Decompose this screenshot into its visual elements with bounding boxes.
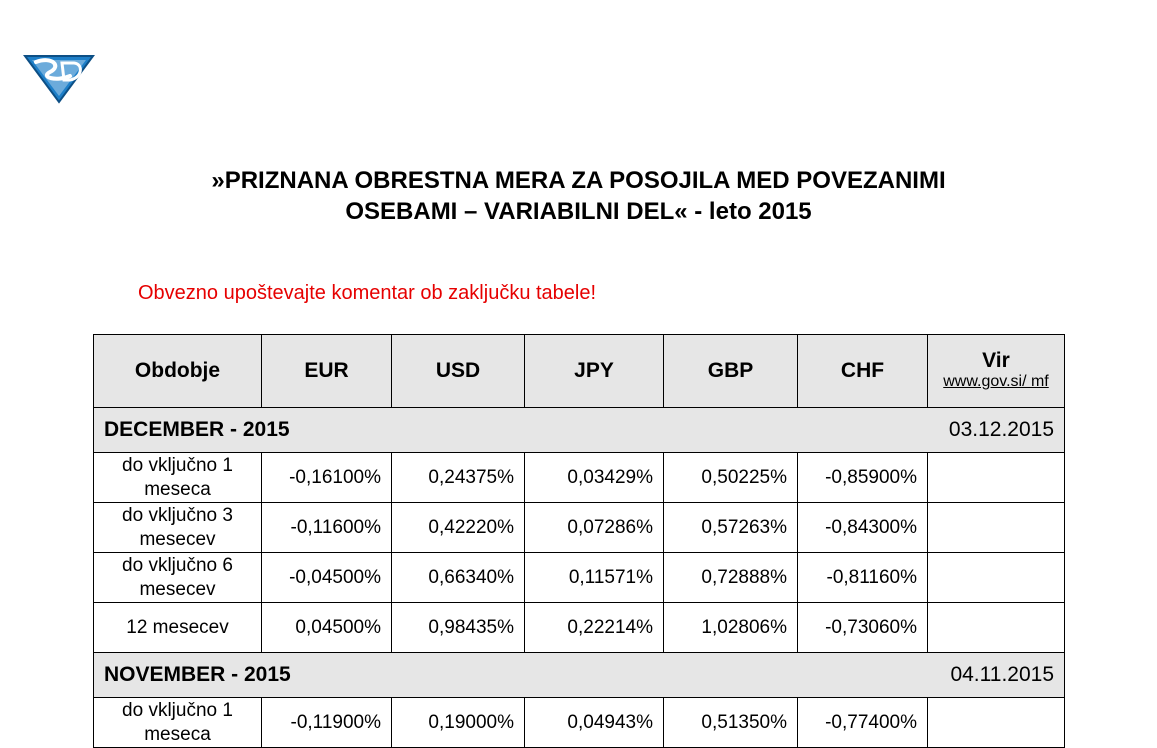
month-name: NOVEMBER - 2015 xyxy=(94,653,928,698)
notice-text: Obvezno upoštevajte komentar ob zaključku tabele! xyxy=(138,282,597,304)
gbp-cell: 0,51350% xyxy=(664,698,798,748)
source-cell xyxy=(928,553,1065,603)
header-period: Obdobje xyxy=(94,335,262,408)
source-cell xyxy=(928,503,1065,553)
header-source xyxy=(928,335,1065,408)
jpy-cell: 0,11571% xyxy=(525,553,664,603)
table-row xyxy=(94,603,1065,653)
usd-cell: 0,42220% xyxy=(392,503,525,553)
eur-cell: 0,04500% xyxy=(262,603,392,653)
company-logo xyxy=(22,48,96,104)
usd-cell: 0,66340% xyxy=(392,553,525,603)
chf-cell: -0,73060% xyxy=(798,603,928,653)
usd-cell: 0,19000% xyxy=(392,698,525,748)
page-title xyxy=(0,165,1157,227)
source-cell xyxy=(928,698,1065,748)
month-date: 04.11.2015 xyxy=(928,653,1065,698)
jpy-cell: 0,03429% xyxy=(525,453,664,503)
period-cell: do vključno 1 meseca xyxy=(94,453,262,503)
eur-cell: -0,04500% xyxy=(262,553,392,603)
eur-cell: -0,11900% xyxy=(262,698,392,748)
gbp-cell: 0,50225% xyxy=(664,453,798,503)
month-row-december xyxy=(94,408,1065,453)
eur-cell: -0,11600% xyxy=(262,503,392,553)
table-row xyxy=(94,503,1065,553)
header-jpy: JPY xyxy=(525,335,664,408)
header-chf: CHF xyxy=(798,335,928,408)
gbp-cell: 0,72888% xyxy=(664,553,798,603)
gbp-cell: 0,57263% xyxy=(664,503,798,553)
eur-cell: -0,16100% xyxy=(262,453,392,503)
header-eur: EUR xyxy=(262,335,392,408)
chf-cell: -0,77400% xyxy=(798,698,928,748)
title-line-1: »PRIZNANA OBRESTNA MERA ZA POSOJILA MED POVEZANIMI xyxy=(211,167,946,194)
gbp-cell: 1,02806% xyxy=(664,603,798,653)
source-cell xyxy=(928,603,1065,653)
chf-cell: -0,81160% xyxy=(798,553,928,603)
period-cell: 12 mesecev xyxy=(94,603,262,653)
header-source-label: Vir xyxy=(982,349,1010,372)
jpy-cell: 0,22214% xyxy=(525,603,664,653)
jpy-cell: 0,07286% xyxy=(525,503,664,553)
rates-table xyxy=(93,334,1065,748)
chf-cell: -0,85900% xyxy=(798,453,928,503)
usd-cell: 0,98435% xyxy=(392,603,525,653)
usd-cell: 0,24375% xyxy=(392,453,525,503)
period-cell: do vključno 1 meseca xyxy=(94,698,262,748)
table-row xyxy=(94,553,1065,603)
month-name: DECEMBER - 2015 xyxy=(94,408,928,453)
month-date: 03.12.2015 xyxy=(928,408,1065,453)
month-row-november xyxy=(94,653,1065,698)
chf-cell: -0,84300% xyxy=(798,503,928,553)
period-cell: do vključno 6 mesecev xyxy=(94,553,262,603)
header-usd: USD xyxy=(392,335,525,408)
jpy-cell: 0,04943% xyxy=(525,698,664,748)
header-row xyxy=(94,335,1065,408)
header-gbp: GBP xyxy=(664,335,798,408)
title-line-2: OSEBAMI – VARIABILNI DEL« - leto 2015 xyxy=(345,198,812,225)
source-link[interactable]: www.gov.si/ mf xyxy=(943,373,1049,390)
table-row xyxy=(94,698,1065,748)
period-cell: do vključno 3 mesecev xyxy=(94,503,262,553)
table-row xyxy=(94,453,1065,503)
source-cell xyxy=(928,453,1065,503)
